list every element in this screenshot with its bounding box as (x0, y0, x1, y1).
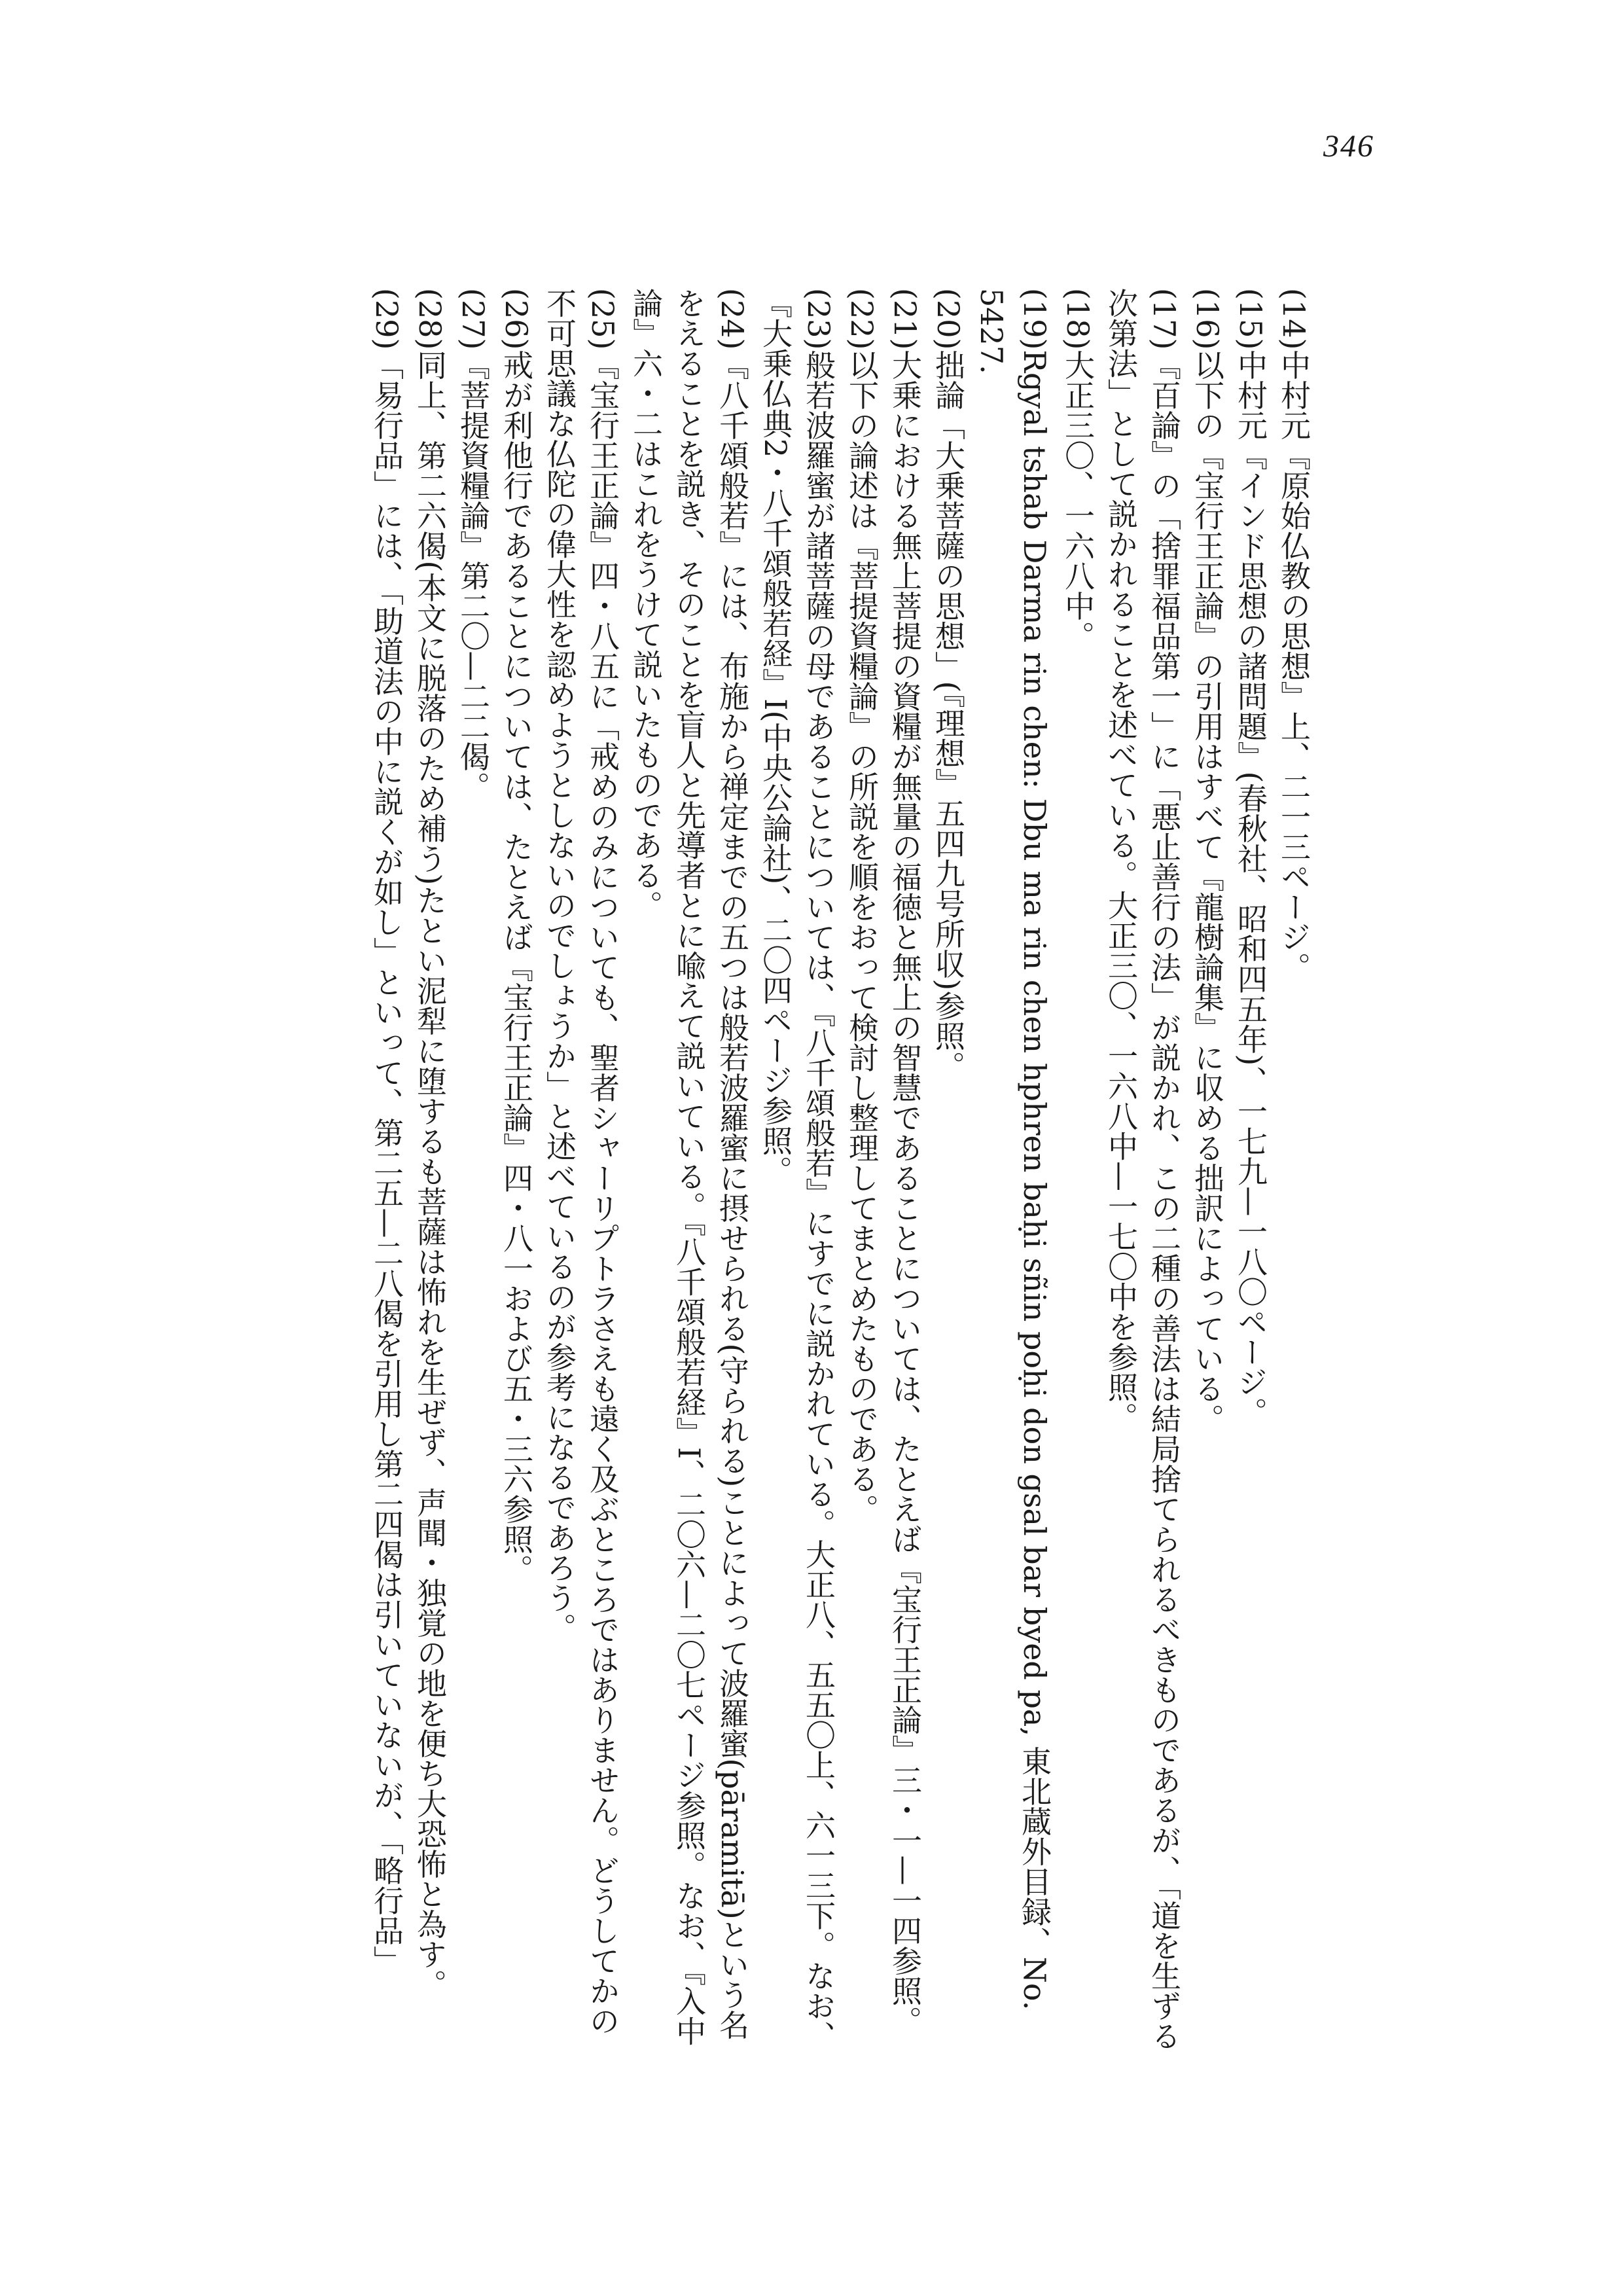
note-number: (24) (715, 288, 750, 350)
note-24 (624, 288, 754, 2055)
note-number: (18) (1060, 288, 1096, 350)
note-text: 戒が利他行であることについては、たとえば『宝行王正論』四・八一および五・三六参照。 (499, 350, 534, 1585)
note-number: (23) (801, 288, 836, 350)
note-14 (1272, 288, 1315, 2055)
note-25 (538, 288, 624, 2055)
note-text: 『百論』の「捨罪福品第一」に「悪止善行の法」が説かれ、この二種の善法は結局捨てられるべきものであるが、「道を生ずる次第法」として説かれることを述べている。大正三〇、一六八中—一七〇中を参照。 (1103, 288, 1182, 2051)
note-number: (21) (887, 288, 923, 350)
note-number: (28) (412, 288, 448, 350)
note-text: 『菩提資糧論』第二〇—二二偈。 (455, 350, 491, 802)
note-17 (1099, 288, 1186, 2055)
note-number: (16) (1190, 288, 1225, 350)
note-number: (17) (1147, 288, 1182, 350)
note-number: (20) (931, 288, 966, 350)
note-number: (19) (1017, 288, 1052, 350)
note-text: 以下の論述は『菩提資糧論』の所説を順をおって検討し整理してまとめたものである。 (844, 350, 880, 1524)
note-text: 「易行品」には、「助道法の中に説くが如し」といって、第二五—二八偈を引用し第二四偈は引いていないが、「略行品」 (369, 350, 404, 1976)
note-21 (883, 288, 927, 2055)
note-number: (26) (499, 288, 534, 350)
note-text: 同上、第二六偈(本文に脱落のため補う)たとい泥犁に堕するも菩薩は怖れを生ぜず、声聞・独覚の地を便ち大恐怖と為す。 (412, 350, 448, 2000)
note-text: 『八千頌般若』には、布施から禅定までの五つは般若波羅蜜に摂せられる(守られる)ことによって波羅蜜(pāramitā)という名をえることを説き、そのことを盲人と先導者とに喩えて説いている。『八千頌般若経』I、二〇六—二〇七ページ参照。なお、『入中論』六・二はこれをうけて説いたものである。 (628, 288, 750, 2047)
note-27 (452, 288, 495, 2055)
note-19 (970, 288, 1056, 2055)
note-text: Rgyal tshab Darma rin chen: Dbu ma rin chen hphren baḥi sñin poḥi don gsal bar byed pa, 東北蔵外目録、No. 5427. (974, 288, 1052, 2011)
note-number: (29) (369, 288, 404, 350)
note-text: 以下の『宝行王正論』の引用はすべて『龍樹論集』に収める拙訳によっている。 (1190, 350, 1225, 1434)
note-20 (927, 288, 970, 2055)
note-23 (754, 288, 840, 2055)
note-15 (1229, 288, 1272, 2055)
note-text: 大乗における無上菩提の資糧が無量の福徳と無上の智慧であることについては、たとえば『宝行王正論』三・一—一四参照。 (887, 350, 923, 2036)
note-text: 拙論「大乗菩薩の思想」(『理想』五四九号所収)参照。 (931, 350, 966, 1081)
note-26 (495, 288, 538, 2055)
notes-column-block (216, 288, 1315, 2055)
note-text: 中村元『原始仏教の思想』上、二一三ページ。 (1276, 350, 1311, 982)
note-text: 般若波羅蜜が諸菩薩の母であることについては、『八千頌般若』にすでに説かれている。大正八、五五〇上、六一三下。なお、『大乗仏典2・八千頌般若経』I(中央公論社)、二〇四ページ参照。 (758, 288, 836, 2051)
note-number: (27) (455, 288, 491, 350)
note-22 (840, 288, 883, 2055)
note-29 (365, 288, 408, 2055)
note-text: 中村元『インド思想の諸問題』(春秋社、昭和四五年)、一七九—一八〇ページ。 (1233, 350, 1268, 1427)
note-number: (25) (585, 288, 620, 350)
note-16 (1186, 288, 1229, 2055)
note-28 (408, 288, 452, 2055)
note-number: (22) (844, 288, 880, 350)
note-text: 『宝行王正論』四・八五に「戒めのみについても、聖者シャーリプトラさえも遠く及ぶところではありません。どうしてかの不可思議な仏陀の偉大性を認めようとしないのでしょうか」と述べているのが参考になるであろう。 (542, 288, 620, 2036)
note-text: 大正三〇、一六八中。 (1060, 350, 1096, 651)
note-18 (1056, 288, 1099, 2055)
note-number: (14) (1276, 288, 1311, 350)
page-number: 346 (1323, 129, 1374, 164)
note-number: (15) (1233, 288, 1268, 350)
